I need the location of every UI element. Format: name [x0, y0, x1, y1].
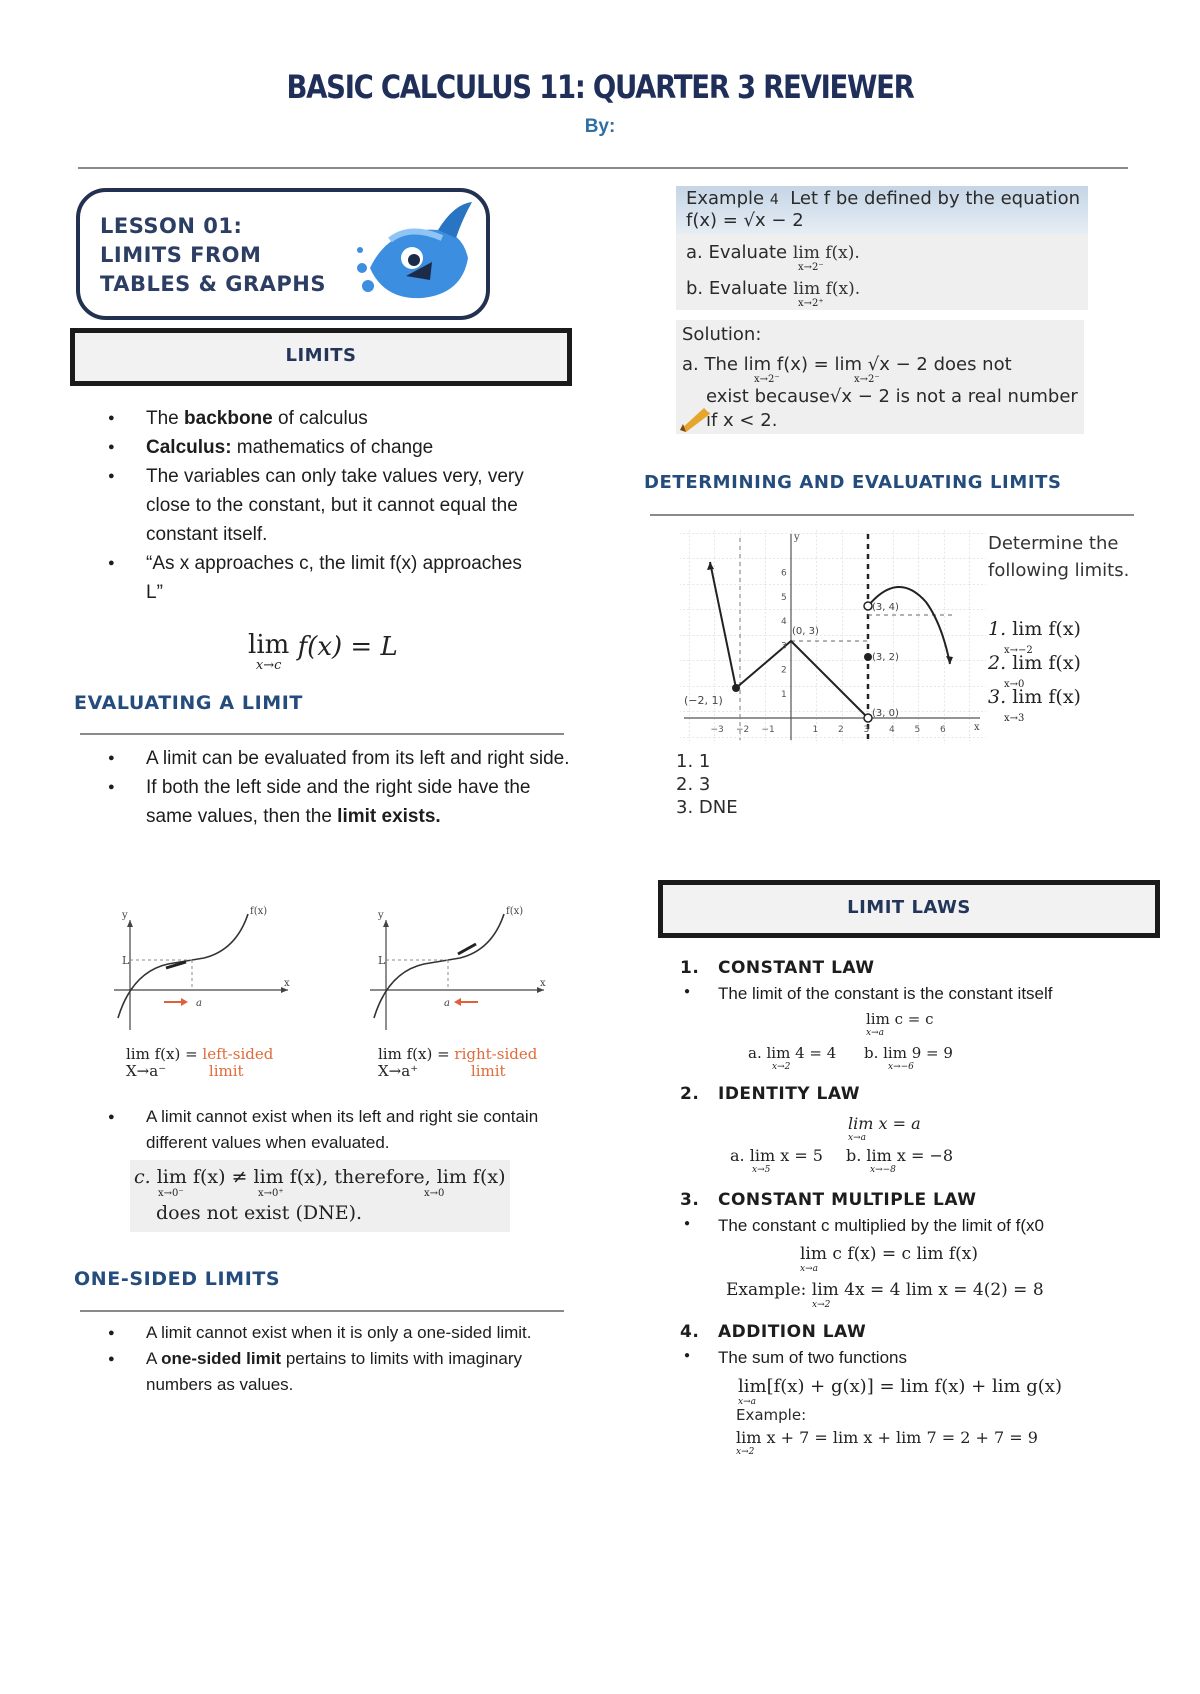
identity-law-rule: lim x = a x→a: [848, 1114, 921, 1143]
list-item: ● If both the left side and the right side have the same values, then the limit exists.: [76, 773, 586, 831]
constant-multiple-law-desc: ● The constant c multiplied by the limit of f(x0: [718, 1216, 1044, 1236]
example-4-box: Example 4 Let f be defined by the equation f(x) = √x − 2 a. Evaluate lim f(x). x→2⁻ b. Evaluate lim f(x). x→2⁺: [676, 186, 1088, 310]
list-item: ● The variables can only take values very, very close to the constant, but it cannot equal the constant itself.: [76, 462, 596, 549]
axis-label-L: L: [122, 954, 130, 967]
identity-law-title: 2. IDENTITY LAW: [680, 1084, 860, 1104]
point-label: (−2, 1): [684, 694, 723, 707]
lesson-title: LESSON 01: LIMITS FROM TABLES & GRAPHS: [100, 214, 326, 296]
byline: By:: [584, 116, 616, 137]
axis-label-x: x: [974, 722, 980, 733]
list-item: ● A limit cannot exist when it is only a one-sided limit.: [76, 1320, 596, 1346]
section-divider: [650, 514, 1134, 516]
axis-label-L: L: [378, 954, 386, 967]
evaluating-bullets: [76, 744, 586, 831]
section-divider: [80, 1310, 564, 1312]
lesson-banner: [76, 188, 490, 320]
list-item: 2. lim f(x) x→0: [988, 652, 1081, 690]
solution-box: Solution: a. The lim f(x) = lim √x − 2 does not x→2⁻ x→2⁻ exist because√x − 2 is not a real number if x < 2.: [676, 320, 1084, 434]
axis-label-x: x: [540, 978, 546, 989]
list-item: ● A one-sided limit pertains to limits with imaginary numbers as values.: [76, 1346, 596, 1398]
axis-label-a: a: [196, 998, 202, 1009]
constant-multiple-law-title: 3. CONSTANT MULTIPLE LAW: [680, 1190, 977, 1210]
y-tick-label: 4: [781, 617, 787, 628]
list-item: ● A limit can be evaluated from its left and right side.: [76, 744, 586, 773]
y-tick-label: 1: [781, 689, 787, 700]
curve-label: f(x): [506, 906, 524, 917]
list-item: ● “As x approaches c, the limit f(x) approaches L”: [76, 549, 596, 607]
one-sided-bullets: [76, 1320, 596, 1398]
right-sided-limit-graph: [364, 900, 554, 1040]
constant-law-title: 1. CONSTANT LAW: [680, 958, 875, 978]
limits-heading: LIMITS: [70, 328, 572, 386]
x-tick-label: 1: [812, 725, 819, 735]
piecewise-function-graph: [680, 530, 986, 744]
pencil-icon: [678, 404, 712, 432]
y-tick-label: 2: [781, 665, 787, 676]
axis-label-x: x: [284, 978, 290, 989]
addition-law-title: 4. ADDITION LAW: [680, 1322, 867, 1342]
axis-label-y: y: [378, 910, 384, 921]
list-item: ● Calculus: mathematics of change: [76, 433, 596, 462]
constant-multiple-law-rule: lim c f(x) = c lim f(x) x→a: [800, 1244, 978, 1274]
dne-bullet: [76, 1104, 586, 1156]
x-tick-label: 3: [863, 725, 870, 735]
identity-law-example-b: b. lim x = −8 x→−8: [846, 1146, 954, 1175]
limit-laws-heading: LIMIT LAWS: [658, 880, 1160, 938]
header-divider: [78, 167, 1128, 169]
list-item: ● A limit cannot exist when its left and right sie contain different values when evaluated.: [76, 1104, 586, 1156]
axis-label-y: y: [122, 910, 128, 921]
constant-law-example-a: a. lim 4 = 4 x→2: [748, 1044, 837, 1072]
constant-law-desc: ● The limit of the constant is the constant itself: [718, 984, 1053, 1004]
addition-law-example-label: Example:: [736, 1406, 807, 1424]
one-sided-heading: ONE-SIDED LIMITS: [74, 1268, 281, 1290]
x-tick-label: 6: [940, 725, 946, 735]
constant-law-example-b: b. lim 9 = 9 x→−6: [864, 1044, 953, 1072]
constant-multiple-law-example: Example: lim 4x = 4 lim x = 4(2) = 8 x→2: [726, 1280, 1044, 1310]
addition-law-rule: lim[f(x) + g(x)] = lim f(x) + lim g(x) x→a: [738, 1376, 1062, 1407]
curve-label: f(x): [250, 906, 268, 917]
point-label: (3, 4): [872, 602, 899, 613]
list-item: 3. lim f(x) x→3: [988, 686, 1081, 724]
x-tick-label: 2: [838, 725, 844, 735]
point-label: (3, 0): [872, 708, 899, 719]
axis-label-y: y: [794, 532, 800, 543]
x-tick-label: −2: [736, 725, 750, 735]
limit-definition-formula: lim x→c f(x) = L: [248, 630, 398, 673]
section-divider: [80, 733, 564, 735]
y-tick-label: 5: [781, 592, 787, 603]
determining-heading: DETERMINING AND EVALUATING LIMITS: [644, 472, 1062, 493]
determine-prompt: Determine the following limits.: [988, 533, 1130, 581]
x-tick-label: −1: [761, 725, 775, 735]
list-item: 1. lim f(x) x→−2: [988, 618, 1081, 656]
dne-example-box: c. lim f(x) ≠ lim f(x), therefore, lim f(x) x→0⁻ x→0⁺ x→0 does not exist (DNE).: [130, 1160, 510, 1232]
x-tick-label: 5: [914, 725, 921, 735]
addition-law-example: lim x + 7 = lim x + lim 7 = 2 + 7 = 9 x→2: [736, 1428, 1038, 1457]
addition-law-desc: ● The sum of two functions: [718, 1348, 907, 1368]
determine-limits-list: [988, 612, 1081, 724]
x-tick-label: 4: [889, 725, 895, 735]
left-sided-label: lim f(x) = left-sided X→a⁻ limit: [126, 1045, 274, 1080]
page-title: BASIC CALCULUS 11: QUARTER 3 REVIEWER: [286, 68, 914, 106]
point-label: (3, 2): [872, 652, 899, 663]
fish-mascot-icon: [350, 198, 480, 316]
limits-bullets: [76, 404, 596, 607]
identity-law-example-a: a. lim x = 5 x→5: [730, 1146, 823, 1175]
point-label: (0, 3): [792, 626, 819, 637]
answers-list: 1. 1 2. 3 3. DNE: [676, 751, 738, 818]
evaluating-heading: EVALUATING A LIMIT: [74, 692, 303, 714]
list-item: ● The backbone of calculus: [76, 404, 596, 433]
right-sided-label: lim f(x) = right-sided X→a⁺ limit: [378, 1045, 538, 1080]
x-tick-label: −3: [710, 725, 724, 735]
y-tick-label: 6: [781, 568, 787, 579]
axis-label-a: a: [444, 998, 450, 1009]
constant-law-rule: lim c = c x→a: [866, 1010, 934, 1038]
left-sided-limit-graph: [108, 900, 298, 1040]
y-tick-label: 3: [781, 641, 787, 652]
